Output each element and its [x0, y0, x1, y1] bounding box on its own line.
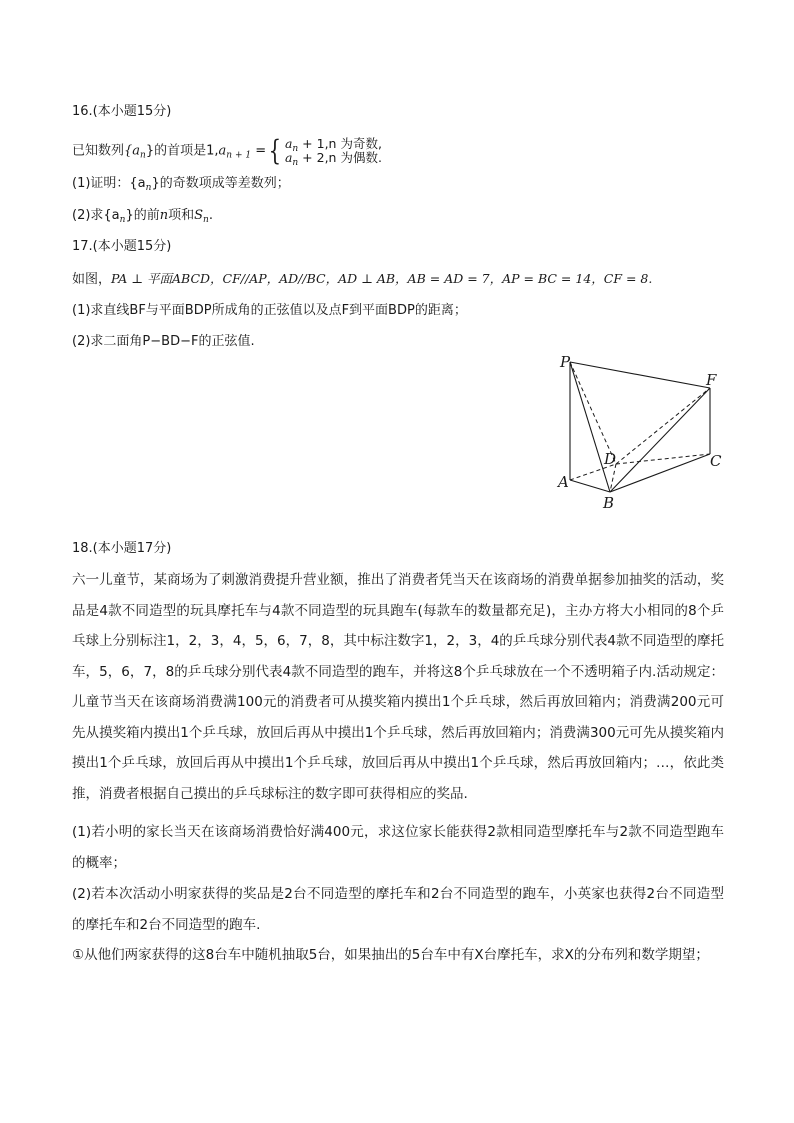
q16-cases [266, 134, 382, 168]
q17-stem [72, 269, 652, 290]
q16-sub-n1: n + 1 [226, 150, 252, 161]
edge-DF [616, 388, 710, 464]
q18-stem: 六一儿童节，某商场为了刺激消费提升营业额，推出了消费者凭当天在该商场的消费单据参加抽奖的活动，奖品是4款不同造型的玩具摩托车与4款不同造型的玩具跑车(每款车的数量都充足)，主办方将大小相同的8个乒乓球上分别标注1，2，3，4，5，6，7，8，其中标注数字1，2，3，4的乒乓球分别代表4款不同造型的摩托车，5，6，7，8的乒乓球分别代表4款不同造型的跑车，并将这8个乒乓球放在一个不透明箱子内.活动规定：儿童节当天在该商场消费满100元的消费者可从摸奖箱内摸出1个乒乓球，然后再放回箱内；消费满200元可先从摸奖箱内摸出1个乒乓球，放回后再从中摸出1个乒乓球，然后再放回箱内；消费满300元可先从摸奖箱内摸出1个乒乓球，放回后再从中摸出1个乒乓球，放回后再从中摸出1个乒乓球，然后再放回箱内；…，依此类推，消费者根据自己摸出的乒乓球标注的数字即可获得相应的奖品. [72, 572, 724, 802]
q16-case1: $a_n + 1,n$ 为奇数, [284, 136, 382, 154]
q16-header: 16.(本小题15分) [72, 104, 172, 119]
q16-seq-close: } [145, 143, 155, 159]
q16-a: a [218, 143, 227, 159]
q17-stem-math: PA ⊥ 平面ABCD，CF//AP，AD//BC，AD ⊥ AB，AB = AD = 7，AP = BC = 14，CF = 8. [111, 271, 653, 286]
q17-stem-prefix: 如图， [72, 272, 112, 287]
q16-stem-mid: 的首项是1, [154, 143, 219, 159]
label-D: D [604, 450, 617, 468]
edge-PF [570, 362, 710, 388]
label-P: P [560, 353, 571, 371]
q18-header: 18.(本小题17分) [72, 541, 172, 556]
edge-FB [610, 388, 710, 492]
q16-stem-prefix: 已知数列 [72, 143, 125, 159]
q16-case2: $a_n + 2,n$ 为偶数. [284, 150, 382, 168]
edge-DB [610, 464, 616, 492]
edge-PB [570, 362, 610, 492]
pyramid-figure [548, 352, 738, 512]
label-B: B [603, 494, 615, 512]
q16-part2: (2)求$\{a_n\}$的前n项和$S_n$. [72, 208, 213, 225]
edge-PD [570, 362, 616, 464]
q16-part1: (1)证明：$\{a_n\}$的奇数项成等差数列； [72, 176, 290, 193]
q17-header: 17.(本小题15分) [72, 239, 172, 254]
brace-icon: { [268, 134, 282, 167]
label-A: A [558, 473, 569, 491]
q16-eq: = [251, 143, 267, 159]
label-F: F [706, 371, 717, 389]
q18-sub1: ①从他们两家获得的这8台车中随机抽取5台，如果抽出的5台车中有X台摩托车，求X的分布列和数学期望； [72, 947, 709, 963]
q16-seq: {a [124, 143, 141, 159]
label-C: C [710, 452, 722, 470]
q16-stem [72, 134, 382, 168]
q18-part1: (1)若小明的家长当天在该商场消费恰好满400元，求这位家长能获得2款相同造型摩托车与2款不同造型跑车的概率； [72, 824, 724, 871]
edge-AB [570, 480, 610, 492]
q17-part2: (2)求二面角P−BD−F的正弦值. [72, 334, 255, 349]
q18-part2: (2)若本次活动小明家获得的奖品是2台不同造型的摩托车和2台不同造型的跑车，小英家也获得2台不同造型的摩托车和2台不同造型的跑车. [72, 886, 724, 933]
q17-part1: (1)求直线BF与平面BDP所成角的正弦值以及点F到平面BDP的距离； [72, 303, 467, 318]
q16-seq-sub: n [140, 150, 146, 161]
